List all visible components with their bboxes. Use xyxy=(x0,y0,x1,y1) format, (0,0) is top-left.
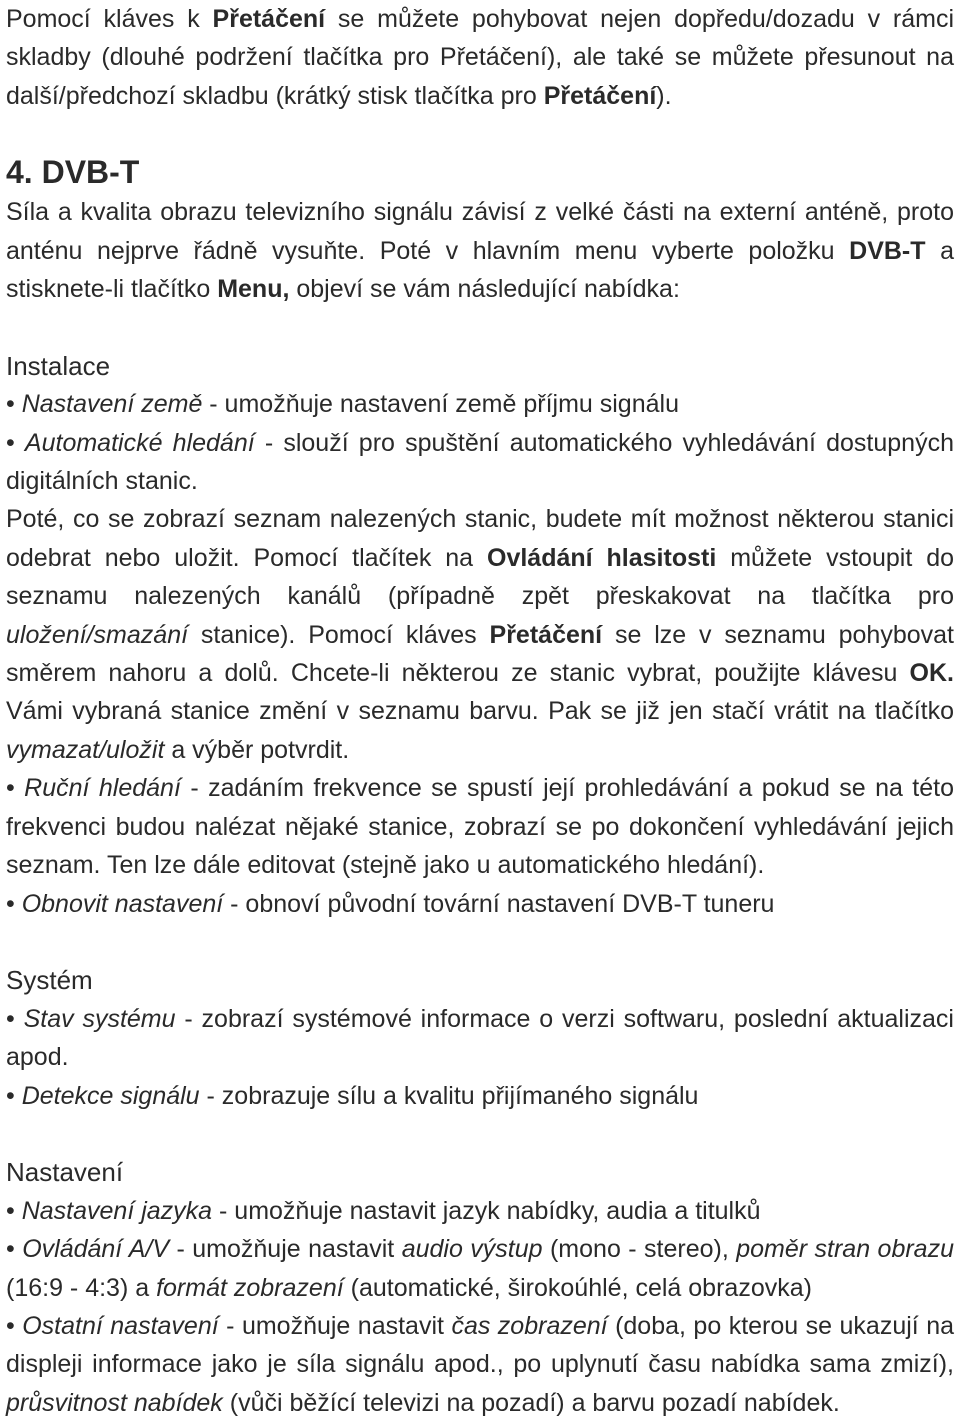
item-italic: formát zobrazení xyxy=(156,1273,344,1302)
list-item xyxy=(6,1230,954,1307)
item-desc: - umožňuje nastavit xyxy=(218,1311,452,1340)
list-item xyxy=(6,1000,954,1077)
intro-text: ). xyxy=(656,81,672,110)
item-desc: - zobrazuje sílu a kvalitu přijímaného signálu xyxy=(199,1081,699,1110)
item-name: Ruční hledání xyxy=(24,774,181,803)
instalace-paragraph xyxy=(6,500,954,769)
item-desc: - zobrazí systémové informace o verzi softwaru, poslední aktualizaci apod. xyxy=(6,1004,954,1072)
list-item xyxy=(6,424,954,501)
item-name: Automatické hledání xyxy=(24,428,255,457)
manual-page xyxy=(6,0,954,1422)
dvbt-paragraph xyxy=(6,193,954,308)
item-desc: - slouží pro spuštění automatického vyhledávání dostupných digitálních stanic. xyxy=(6,428,954,496)
para-bold: OK. xyxy=(909,659,954,688)
dvbt-bold: DVB-T xyxy=(849,236,926,265)
item-desc: (doba, po kterou se ukazují na displeji informace jako je síla signálu apod., po uplynutí času nabídka sama zmizí), xyxy=(6,1311,954,1379)
list-item xyxy=(6,769,954,884)
item-name: Stav systému xyxy=(23,1004,176,1033)
intro-text: Pomocí kláves k xyxy=(6,5,213,33)
para-italic: uložení/smazání xyxy=(6,620,189,649)
list-item xyxy=(6,1307,954,1422)
para-text: a výběr potvrdit. xyxy=(164,735,350,764)
item-name: Obnovit nastavení xyxy=(21,889,224,918)
item-desc: - umožňuje nastavit xyxy=(169,1235,402,1264)
dvbt-bold: Menu, xyxy=(217,275,290,304)
para-text: Poté, co se zobrazí seznam nalezených stanic, budete mít možnost některou stanici odebrat nebo uložit. Pomocí tlačítek na xyxy=(6,505,954,572)
list-item xyxy=(6,885,954,923)
para-bold: Přetáčení xyxy=(489,620,603,649)
item-name: Detekce signálu xyxy=(21,1081,200,1110)
intro-bold: Přetáčení xyxy=(543,81,657,110)
list-item xyxy=(6,1077,954,1115)
item-name: Nastavení jazyka xyxy=(21,1196,213,1225)
item-desc: (mono - stereo), xyxy=(542,1235,737,1264)
item-desc: - zadáním frekvence se spustí její prohledávání a pokud se na této frekvenci budou nalézat nějaké stanice, zobrazí se po dokončení vyhledávání jejich seznam. Ten lze dále editovat (stejně jako u automatického hledání). xyxy=(6,774,955,880)
para-text: můžete vstoupit do seznamu nalezených kanálů (případně zpět přeskakovat na tlačítka pro xyxy=(6,543,954,611)
dvbt-text: a stisknete-li tlačítko xyxy=(6,236,954,304)
item-desc: (automatické, širokoúhlé, celá obrazovka) xyxy=(343,1273,812,1302)
dvbt-text: Síla a kvalita obrazu televizního signálu závisí z velké části na externí anténě, proto anténu nejprve řádně vysuňte. Poté v hlavním menu vyberte položku xyxy=(6,198,954,265)
subheading-nastaveni: Nastavení xyxy=(6,1157,124,1188)
list-item xyxy=(6,385,954,423)
item-name: Nastavení země xyxy=(21,390,203,419)
intro-paragraph xyxy=(6,0,954,115)
list-item xyxy=(6,1192,954,1230)
para-bold: Ovládání hlasitosti xyxy=(487,543,717,572)
item-italic: čas zobrazení xyxy=(451,1311,608,1340)
intro-bold: Přetáčení xyxy=(212,5,326,33)
para-italic: vymazat/uložit xyxy=(6,735,165,764)
item-name: Ostatní nastavení xyxy=(22,1311,219,1340)
dvbt-text: objeví se vám následující nabídka: xyxy=(289,275,680,304)
subheading-instalace: Instalace xyxy=(6,350,111,381)
item-desc: - umožňuje nastavení země příjmu signálu xyxy=(202,390,679,419)
section-heading-dvbt: 4. DVB-T xyxy=(6,154,140,191)
item-name: Ovládání A/V xyxy=(22,1235,170,1264)
para-text: se lze v seznamu pohybovat směrem nahoru a dolů. Chcete-li některou ze stanic vybrat, použijte klávesu xyxy=(6,620,954,688)
item-desc: - obnoví původní tovární nastavení DVB-T tuneru xyxy=(223,889,775,918)
subheading-system: Systém xyxy=(6,965,93,996)
item-italic: průsvitnost nabídek xyxy=(6,1388,223,1417)
intro-text: se můžete pohybovat nejen dopředu/dozadu v rámci skladby (dlouhé podržení tlačítka pro Přetáčení), ale také se můžete přesunout na další/předchozí skladbu (krátký stisk tlačítka pro xyxy=(6,5,955,110)
para-text: stanice). Pomocí kláves xyxy=(188,620,490,649)
item-desc: (16:9 - 4:3) a xyxy=(6,1273,157,1302)
para-text: Vámi vybraná stanice změní v seznamu barvu. Pak se již jen stačí vrátit na tlačítko xyxy=(6,697,954,726)
item-desc: - umožňuje nastavit jazyk nabídky, audia a titulků xyxy=(212,1196,761,1225)
item-italic: audio výstup xyxy=(401,1235,543,1264)
item-desc: (vůči běžící televizi na pozadí) a barvu pozadí nabídek. xyxy=(222,1388,840,1417)
item-italic: poměr stran obrazu xyxy=(736,1235,954,1264)
